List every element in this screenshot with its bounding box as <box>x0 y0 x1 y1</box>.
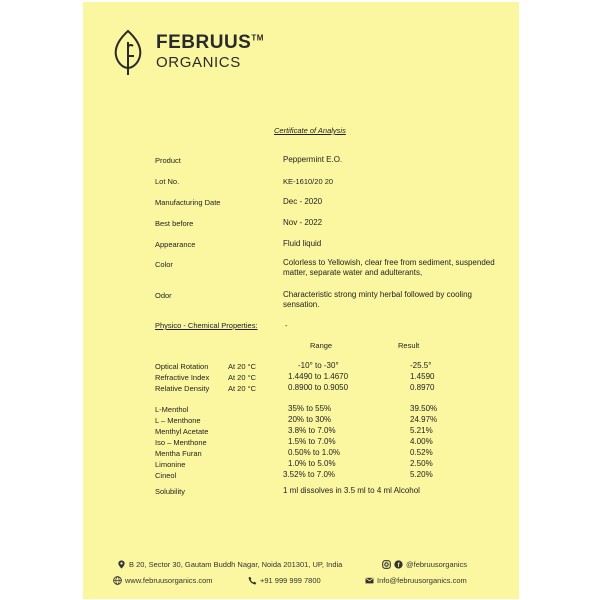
prop-cond: At 20 °C <box>228 373 257 382</box>
field-label-appearance: Appearance <box>155 240 196 249</box>
globe-icon <box>113 576 122 585</box>
field-value-odor: Characteristic strong minty herbal followed by cooling sensation. <box>283 290 472 309</box>
field-value-appearance: Fluid liquid <box>283 239 322 248</box>
component-range: 3.8% to 7.0% <box>288 426 336 435</box>
prop-range: 1.4490 to 1.4670 <box>288 372 349 381</box>
field-label-product: Product <box>155 156 181 165</box>
email-link[interactable]: Info@februusorganics.com <box>377 576 467 585</box>
component-range: 1.5% to 7.0% <box>288 437 336 446</box>
footer-social <box>382 560 467 569</box>
brand-subtitle: ORGANICS <box>156 54 241 71</box>
address-text: B 20, Sector 30, Gautam Buddh Nagar, Noida 201301, UP, India <box>129 560 343 569</box>
physico-heading: Physico - Chemical Properties: <box>155 321 258 330</box>
solubility-value: 1 ml dissolves in 3.5 ml to 4 ml Alcohol <box>283 486 420 495</box>
instagram-icon <box>382 560 391 569</box>
component-name: Iso – Menthone <box>155 438 207 447</box>
component-result: 2.50% <box>410 459 433 468</box>
footer-email <box>365 576 467 585</box>
component-name: Mentha Furan <box>155 449 202 458</box>
physico-dash: - <box>285 321 288 330</box>
phone-icon <box>248 576 257 585</box>
component-range: 1.0% to 5.0% <box>288 459 336 468</box>
range-header: Range <box>310 341 333 350</box>
footer-address <box>117 560 342 569</box>
prop-name: Relative Density <box>155 384 210 393</box>
location-pin-icon <box>117 560 126 569</box>
mail-icon <box>365 576 374 585</box>
facebook-icon <box>394 560 403 569</box>
svg-text:f: f <box>397 562 400 569</box>
field-value-color: Colorless to Yellowish, clear free from sediment, suspended matter, separate water and adulterants, <box>283 258 495 277</box>
component-range: 20% to 30% <box>288 415 332 424</box>
field-value-product: Peppermint E.O. <box>283 155 343 164</box>
field-label-color: Color <box>155 260 173 269</box>
component-name: L-Menthol <box>155 405 189 414</box>
prop-name: Optical Rotation <box>155 362 209 371</box>
component-name: Menthyl Acetate <box>155 427 209 436</box>
field-label-odor: Odor <box>155 291 172 300</box>
prop-cond: At 20 °C <box>228 362 257 371</box>
prop-result: 1.4590 <box>410 372 435 381</box>
field-label-lot: Lot No. <box>155 177 180 186</box>
component-name: L – Menthone <box>155 416 201 425</box>
field-value-best-before: Nov - 2022 <box>283 218 323 227</box>
prop-result: 0.8970 <box>410 383 435 392</box>
field-value-mfg-date: Dec - 2020 <box>283 197 323 206</box>
component-range: 35% to 55% <box>288 404 332 413</box>
social-handle[interactable]: @februusorganics <box>406 560 467 569</box>
footer-phone <box>248 576 321 585</box>
result-header: Result <box>398 341 420 350</box>
prop-cond: At 20 °C <box>228 384 257 393</box>
prop-range: -10° to -30° <box>298 361 339 370</box>
prop-result: -25.5° <box>410 361 432 370</box>
document-title: Certificate of Analysis <box>274 126 346 135</box>
brand-logo <box>110 28 310 78</box>
component-result: 39.50% <box>410 404 438 413</box>
field-label-best-before: Best before <box>155 219 194 228</box>
leaf-icon <box>110 28 146 78</box>
phone-number[interactable]: +91 999 999 7800 <box>260 576 321 585</box>
component-result: 24.97% <box>410 415 438 424</box>
component-result: 5.21% <box>410 426 433 435</box>
component-name: Cineol <box>155 471 177 480</box>
component-result: 5.20% <box>410 470 433 479</box>
field-value-lot: KE-1610/20 20 <box>283 177 334 186</box>
brand-name: FEBRUUS™ <box>156 32 264 53</box>
component-range: 0.50% to 1.0% <box>288 448 341 457</box>
prop-name: Refractive Index <box>155 373 210 382</box>
component-result: 4.00% <box>410 437 433 446</box>
component-range: 3.52% to 7.0% <box>283 470 336 479</box>
prop-range: 0.8900 to 0.9050 <box>288 383 349 392</box>
solubility-label: Solubility <box>155 487 186 496</box>
component-name: Limonine <box>155 460 186 469</box>
footer-website <box>113 576 213 585</box>
component-result: 0.52% <box>410 448 433 457</box>
field-label-mfg-date: Manufacturing Date <box>155 198 221 207</box>
website-link[interactable]: www.februusorganics.com <box>125 576 213 585</box>
trademark: TM <box>251 33 264 43</box>
